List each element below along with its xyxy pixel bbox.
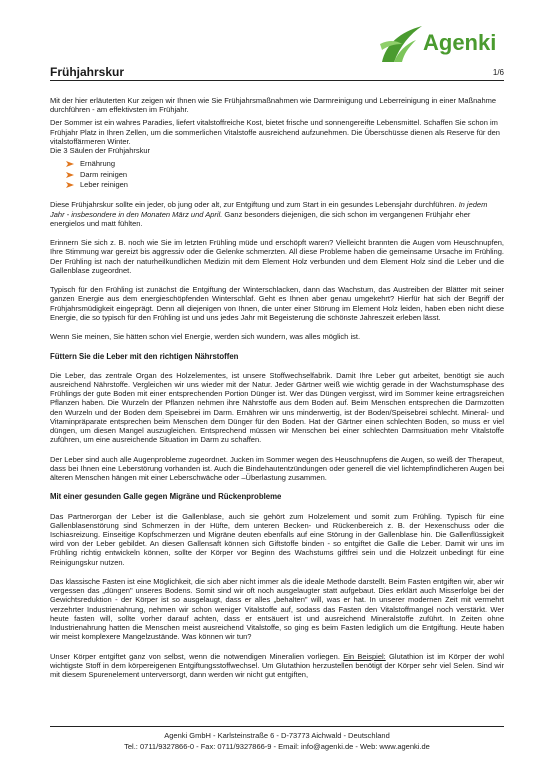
page-title: Frühjahrskur — [50, 65, 125, 79]
pillar-label: Leber reinigen — [80, 180, 128, 190]
arrow-bullet-icon — [66, 182, 74, 188]
section-heading: Mit einer gesunden Galle gegen Migräne und Rückenprobleme — [50, 492, 282, 502]
intro-paragraph-1: Mit der hier erläuterten Kur zeigen wir Ihnen wie Sie Frühjahrsmaßnahmen wie Darmreinigung und Leberreinigung in einer Maßnahme durchführen - am effektivsten im Frühjahr. — [50, 96, 497, 115]
pillars-intro: Die 3 Säulen der Frühjahrskur — [50, 146, 151, 156]
document-body — [50, 96, 504, 689]
who-paragraph — [50, 200, 504, 228]
footer-contact: Tel.: 0711/9327866-0 - Fax: 0711/9327866-9 - Email: info@agenki.de - Web: www.agenki.de — [124, 741, 430, 751]
typical-paragraph: Typisch für den Frühling ist zunächst die Entgiftung der Winterschlacken, dann das Wachstum, das Austreiben der Blätter mit seiner ganzen Energie aus dem energieschöpfenden Winterschlaf. Geht es Ihnen aber genau umgekehrt? Hierfür hat sich der Begriff der Frühjahrsmüdigkeit eingeprägt. Denn all diejenigen von Ihnen, die unter einer Störung im Element Holz leiden, haben eben nicht diese Energie, die so typisch für den Frühling ist und uns jedes Jahr mit Begeisterung die schönste Jahreszeit erleben lässt. — [50, 285, 504, 322]
who-text-a: Diese Frühjahrskur sollte ein jeder, ob jung oder alt, zur Entgiftung und zum Start in ein gesundes Lebensjahr durchführen. — [50, 200, 459, 210]
page-footer — [50, 726, 504, 752]
wonder-paragraph: Wenn Sie meinen, Sie hätten schon viel Energie, werden sich wundern, was alles möglich ist. — [50, 332, 361, 342]
gall-paragraph-3 — [50, 652, 504, 680]
remember-paragraph: Erinnern Sie sich z. B. noch wie Sie im letzten Frühling müde und erschöpft waren? Vielleicht brannten die Augen vom Heuschnupfen, Ihre Stimmung war gereizt bis aggressiv oder die Gelenke schmerzten. All diese Probleme haben die gemeinsame Ursache im Frühling. Der Frühling ist nach der naturheilkundlichen Medizin mit dem Element Holz verbunden und dem Element Holz sind die Leber und die Gallenblase zugeordnet. — [50, 238, 504, 275]
gall-text-c: Glutathion ist im Körper der wohl wichtigste Stoff in dem körpereigenen Entgiftungsstoffwechsel. Um Glutathion herzustellen benötigt der Körper sehr viel Selen. Sind wir mit diesem Spurenelement unterversorgt, dann werden wir nicht gut entgiften, — [50, 651, 504, 680]
gall-paragraph-1: Das Partnerorgan der Leber ist die Gallenblase, auch sie gehört zum Holzelement und somit zum Frühling. Typisch für eine Gallenblasenstörung sind Schmerzen in der Hüfte, dem unteren Becken- und Rückenbereich z. B. der Hexenschuss oder die Ischiasreizung. Einseitige Kopfschmerzen und Migräne deuten ebenfalls auf eine Störung in der Gallenblase hin. Die Gallenflüssigkeit wird von der Leber gebildet. An diesen Gallensaft können sich Giftstoffe binden - so entgiftet die Galle die Leber. Damit wir uns im Frühling richtig entwickeln können, sollte der Körper vor Beginn des Wachstums giftfrei sein und die Holzzeit unbedingt für eine Reinigungskur nutzen. — [50, 511, 504, 567]
list-item — [66, 180, 504, 190]
gall-paragraph-2: Das klassische Fasten ist eine Möglichkeit, die sich aber nicht immer als die ideale Methode darstellt. Beim Fasten entgiften wir, aber wir vergessen das „düngen" unseres Bodens. Somit sind wir oft noch ausgelaugter statt aufgebaut. Dies erklärt auch Misserfolge bei der Gewichtsreduktion - der Körper ist so ausgelaugt, dass er alles „behalten" will, was er hat. In unserer modernen Zeit mit vermehrt verzehrter Industrienahrung, nehmen wir schon weniger Vitalstoffe auf, sodass das Fasten den Vitalstoffmangel noch verstärkt. Wer heute fasten will, sollte vorher darauf achten, dass er entsäuert ist und ausreichend Mineralstoffe zuführt. In Zeiten ohne Industrienahrung hatten die Menschen meist ausreichend Vitalstoffe, so ging es beim Fasten lediglich um die Entgiftung. Heute haben wir meist komplexere Mangelzustände. Was können wir tun? — [50, 577, 504, 642]
liver-paragraph-2: Der Leber sind auch alle Augenprobleme zugeordnet. Jucken im Sommer wegen des Heuschnupfens die Augen, so weiß der Therapeut, dass bei Ihnen eine Leberstörung vorhanden ist. Auch die Bindehautentzündungen oder generell die viel lichtempfindlicheren Augen bei älteren Menschen hängen mit einer Leberschwäche oder –Überlastung zusammen. — [50, 454, 504, 483]
list-item — [66, 159, 504, 169]
page-number: 1/6 — [492, 68, 504, 77]
arrow-bullet-icon — [66, 172, 74, 178]
example-label: Ein Beispiel: — [343, 651, 386, 661]
logo-text: Agenki — [423, 30, 497, 55]
intro-paragraph-2: Der Sommer ist ein wahres Paradies, liefert vitalstoffreiche Kost, bietet frische und sonnengereifte Lebensmittel. Schaffen Sie schon im Frühjahr Platz in Ihren Zellen, um die sommerlichen Vitalstoffe ausreichend aufzunehmen. Die Überschüsse dienen als Reserve für den vitalstoffärmeren Winter. — [50, 118, 500, 146]
list-item — [66, 170, 504, 180]
pillar-label: Darm reinigen — [80, 169, 128, 179]
liver-paragraph-1: Die Leber, das zentrale Organ des Holzelementes, ist unsere Stoffwechselfabrik. Damit Ihre Leber gut arbeitet, benötigt sie auch ausreichend Nährstoffe. Vergleichen wir uns wieder mit der Natur. Jeder Gärtner weiß wie wichtig gerade in der Wachstumsphase des Frühlings der gute Boden mit einer entsprechenden Portion Dünger ist. Wer das Düngen vergisst, wird im Sommer keine ertragsreichen Pflanzen haben. Die Wurzeln der Pflanzen nehmen ihre Nährstoffe aus dem Boden auf. Beim Menschen entsprechen die Darmzotten den Wurzeln und der Boden dem Speisebrei im Darm. Ernähren wir uns minderwertig, ist der Boden/Speisebrei schlecht. Mineral- und Vitaminpräparate entsprechen beim Menschen dem Dünger für den Boden. Hat der Gärtner einen schlechten Boden, so muss er viel düngen, um diesen Mangel auszugleichen. Entsprechend müssen wir Menschen bei einer schlechten Darmsituation mehr Vitalstoffe zuführen, um eine ausreichende Situation im Darm zu schaffen. — [50, 370, 504, 445]
pillar-label: Ernährung — [80, 159, 116, 169]
arrow-bullet-icon — [66, 161, 74, 167]
who-text-c: Ganz besonders diejenigen, die sich schon im vergangenen Frühjahr eher energielos und matt fühlten. — [50, 209, 471, 228]
page-header — [50, 62, 504, 81]
footer-address: Agenki GmbH - Karlsteinstraße 6 - D-73773 Aichwald - Deutschland — [164, 731, 390, 740]
section-heading: Füttern Sie die Leber mit den richtigen Nährstoffen — [50, 351, 239, 361]
gall-text-a: Unser Körper entgiftet ganz von selbst, wenn die notwendigen Mineralien vorliegen. — [50, 651, 344, 661]
who-text-emphasis: In jedem Jahr - insbesondere in den Monaten März und April. — [50, 200, 488, 219]
pillars-list — [50, 159, 504, 190]
